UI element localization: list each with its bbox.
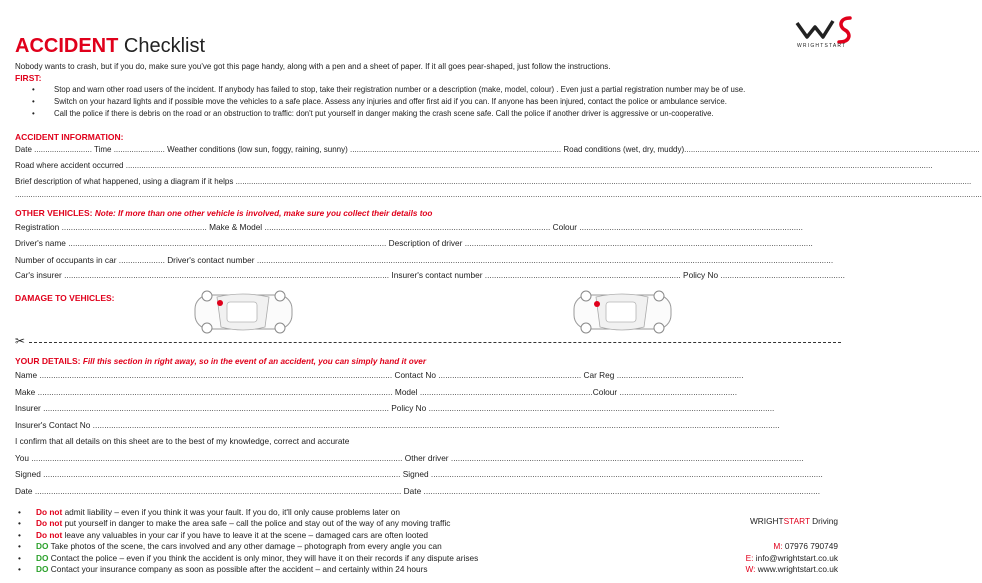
tip-item: • DO Contact the police – even if you think the accident is only minor, they will have it on their records if any dispute arises: [18, 553, 479, 563]
dashed-divider: [29, 342, 841, 343]
bullet-icon: •: [18, 530, 21, 540]
your-insurer-contact-row[interactable]: Insurer's Contact No ..........................................................................................................................................................................................................................................................................................................: [15, 420, 780, 430]
bullet-icon: •: [18, 507, 21, 517]
brand-logo: [795, 15, 855, 47]
other-registration-row[interactable]: Registration ............................................................... Make & Model ............................................................................................................................ Colour .................................................................................................: [15, 222, 803, 232]
bullet-icon: •: [18, 541, 21, 551]
your-make-row[interactable]: Make .......................................................................................................................................................... Model ...........................................................................Colour ...................................................: [15, 387, 738, 397]
tip-item: • DO Contact your insurance company as soon as possible after the accident – and certainly within 24 hours: [18, 564, 428, 574]
first-item: • Call the police if there is debris on the road or an obstruction to traffic: don't put yourself in danger making the crash scene safe. Call the police if another driver is aggressive or un-cooperative.: [32, 109, 714, 118]
logo-text: WRIGHTSTART: [797, 43, 847, 49]
car-diagram-right[interactable]: [566, 287, 679, 337]
you-row[interactable]: You ................................................................................................................................................................. Other driver .........................................................................................................................................................: [15, 453, 804, 463]
tip-item: • DO Take photos of the scene, the cars involved and any other damage – photograph from every angle you can: [18, 541, 442, 551]
page-title: [15, 34, 205, 58]
car-topview-icon: [566, 287, 679, 337]
accident-brief-row-2[interactable]: ...................................................................................................................................................................................................................................................................................................................................................................................................................................................: [15, 190, 982, 199]
signed-row[interactable]: Signed ........................................................................................................................................................... Signed ..........................................................................................................................................................................: [15, 469, 823, 479]
your-details-heading: YOUR DETAILS: Fill this section in right away, so in the event of an accident, you can simply hand it over: [15, 356, 427, 366]
your-details-note: Fill this section in right away, so in the event of an accident, you can simply hand it over: [82, 357, 427, 366]
contact-mobile: M: 07976 790749: [773, 541, 838, 551]
car-topview-icon: [187, 287, 300, 337]
title-rest: Checklist: [123, 35, 206, 57]
tip-item: • Do not put yourself in danger to make the area safe – call the police and stay out of the way of any moving traffic: [18, 518, 451, 528]
other-vehicles-heading: OTHER VEHICLES: Note: If more than one other vehicle is involved, make sure you collect their details too: [15, 208, 433, 218]
other-occupants-row[interactable]: Number of occupants in car .................... Driver's contact number ..........................................................................................................................................................................................................................................................: [15, 255, 834, 265]
bullet-icon: •: [18, 564, 21, 574]
first-item: • Switch on your hazard lights and if possible move the vehicles to a safe place. Assess any injuries and offer first aid if you can. If anyone has been injured, contact the police or ambulance service.: [32, 97, 727, 106]
damage-heading: DAMAGE TO VEHICLES:: [15, 293, 115, 303]
scissors-icon: ✂: [15, 334, 26, 348]
accident-brief-row[interactable]: Brief description of what happened, using a diagram if it helps ...........................................................................................................................................................................................................................................................................................................................................: [15, 177, 972, 186]
bullet-icon: •: [32, 85, 35, 94]
contact-website[interactable]: W: www.wrightstart.co.uk: [745, 564, 838, 574]
date-row[interactable]: Date ............................................................................................................................................................... Date ............................................................................................................................................................................: [15, 486, 820, 496]
other-driver-row[interactable]: Driver's name .......................................................................................................................................... Description of driver .......................................................................................................................................................: [15, 238, 813, 248]
tip-item: • Do not admit liability – even if you think it was your fault. If you do, it'll only cause problems later on: [18, 507, 401, 517]
bullet-icon: •: [18, 553, 21, 563]
your-insurer-row[interactable]: Insurer ...................................................................................................................................................... Policy No ......................................................................................................................................................: [15, 403, 775, 413]
car-diagram-left[interactable]: [187, 287, 300, 337]
tip-item: • Do not leave any valuables in your car if you have to leave it at the scene – damaged cars are often looted: [18, 530, 429, 540]
brand-name: WRIGHTSTART Driving: [749, 516, 838, 526]
contact-email[interactable]: E: info@wrightstart.co.uk: [745, 553, 838, 563]
accident-road-row[interactable]: Road where accident occurred ...........................................................................................................................................................................................................................................................................................................................................................................: [15, 161, 933, 170]
bullet-icon: •: [32, 109, 35, 118]
first-heading: FIRST:: [15, 73, 42, 83]
accident-date-time-weather-row[interactable]: Date .......................... Time ....................... Weather conditions (low sun, foggy, raining, sunny) ............................................................................................... Road conditions (wet, dry, muddy).....................................................................................................................................: [15, 145, 980, 154]
your-name-row[interactable]: Name ......................................................................................................................................................... Contact No .............................................................. Car Reg .......................................................: [15, 370, 744, 380]
first-item: • Stop and warn other road users of the incident. If anybody has failed to stop, take their registration number or a description (make, model, colour) . Even just a partial registration number may be of use.: [32, 85, 746, 94]
other-vehicles-note: Note: If more than one other vehicle is involved, make sure you collect their details too: [94, 209, 433, 218]
bullet-icon: •: [32, 97, 35, 106]
confirm-statement: I confirm that all details on this sheet are to the best of my knowledge, correct and accurate: [15, 436, 350, 446]
cut-line: [15, 334, 841, 348]
bullet-icon: •: [18, 518, 21, 528]
accident-info-heading: ACCIDENT INFORMATION:: [15, 132, 124, 142]
other-insurer-row[interactable]: Car's insurer ............................................................................................................................................. Insurer's contact number ..................................................................................... Policy No ......................................................: [15, 270, 845, 280]
title-accent: ACCIDENT: [15, 35, 119, 57]
intro-text: Nobody wants to crash, but if you do, make sure you've got this page handy, along with a pen and a sheet of paper. If it all goes pear-shaped, just follow the instructions.: [15, 62, 611, 71]
